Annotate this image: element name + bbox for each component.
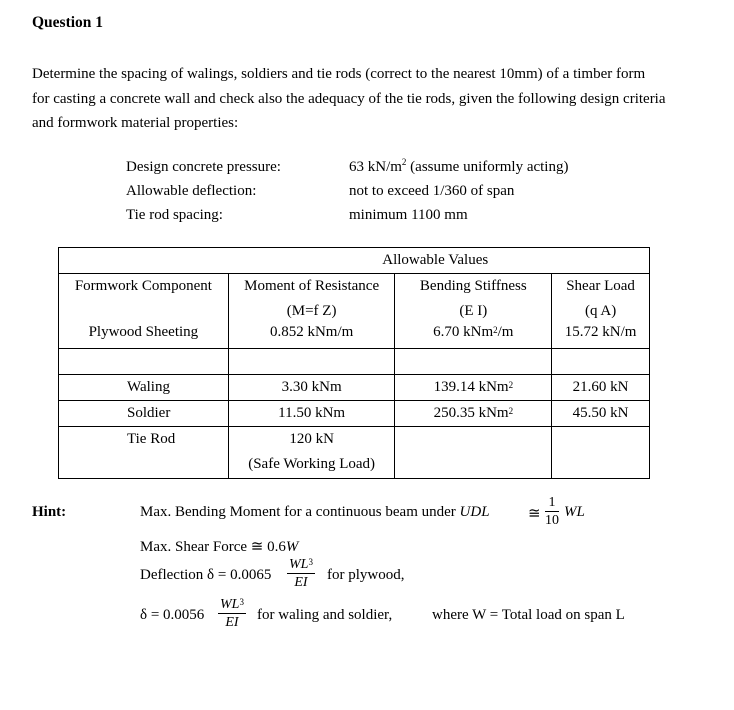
group-header: Allowable Values xyxy=(228,248,649,274)
table-row-tierod xyxy=(59,427,650,479)
criteria-value-tie-spacing: minimum 1100 mm xyxy=(349,207,468,223)
hint-deflection-waling: δ = 0.0056 xyxy=(140,607,205,623)
row-waling-name: Waling xyxy=(59,375,229,401)
row-tierod-name: Tie Rod xyxy=(59,427,229,479)
properties-table xyxy=(58,247,650,479)
row-waling-moment: 3.30 kNm xyxy=(228,375,395,401)
intro-line-3: and formwork material properties: xyxy=(32,115,239,131)
intro-line-2: for casting a concrete wall and check also the adequacy of the tie rods, given the following design criteria xyxy=(32,90,666,107)
hint-defl-for-plywood: for plywood, xyxy=(327,567,405,583)
hint-deflection-plywood: Deflection δ = 0.0065 xyxy=(140,567,272,583)
hint-bm-wl: WL xyxy=(564,504,585,520)
row-waling-shear: 21.60 kN xyxy=(552,375,650,401)
row-plywood-moment: 0.852 kNm/m xyxy=(269,324,354,340)
table-row-plywood xyxy=(59,349,650,375)
question-title: Question 1 xyxy=(32,14,104,31)
row-plywood-name: Plywood Sheeting xyxy=(88,324,199,340)
table-row-soldier xyxy=(59,401,650,427)
hint-bm-fraction: $\frac{1}{10}$ xyxy=(545,495,559,528)
criteria-label-tie-spacing: Tie rod spacing: xyxy=(126,207,223,223)
header-component: Formwork Component xyxy=(59,274,229,349)
intro-paragraph xyxy=(32,62,712,136)
row-soldier-stiffness: 250.35 kNm$^2$ xyxy=(395,401,552,427)
criteria-value-pressure: 63 $kN/m^2$ (assume uniformly acting) xyxy=(349,157,569,175)
hint-bending-moment: Max. Bending Moment for a continuous beam under UDL xyxy=(140,504,490,520)
hint-shear-force: Max. Shear Force ≅ 0.6W xyxy=(140,539,299,555)
hint-approx-symbol: ≅ xyxy=(528,506,541,522)
row-plywood-stiffness: 6.70 kNm$^2$/m xyxy=(433,324,514,340)
intro-line-1: Determine the spacing of walings, soldiers and tie rods (correct to the nearest 10mm) of a timber form xyxy=(32,66,646,82)
table-row-waling xyxy=(59,375,650,401)
criteria-label-pressure: Design concrete pressure: xyxy=(126,159,281,175)
header-moment: Moment of Resistance (M=f Z) xyxy=(228,274,395,349)
row-soldier-name: Soldier xyxy=(59,401,229,427)
criteria-label-deflection: Allowable deflection: xyxy=(126,183,257,199)
hint-defl-fraction: $\frac{WL^3}{EI}$ xyxy=(289,557,313,590)
row-tierod-moment: 120 kN (Safe Working Load) xyxy=(228,427,395,479)
hint-label: Hint: xyxy=(32,504,67,520)
criteria-value-deflection: not to exceed 1/360 of span xyxy=(349,183,515,199)
hint-d2-fraction: $\frac{WL^3}{EI}$ xyxy=(220,597,244,630)
row-soldier-shear: 45.50 kN xyxy=(552,401,650,427)
hint-where-note: where W = Total load on span L xyxy=(432,607,625,623)
header-stiffness: Bending Stiffness (E I) xyxy=(395,274,552,349)
hint-d2-for-waling: for waling and soldier, xyxy=(257,607,393,623)
row-soldier-moment: 11.50 kNm xyxy=(228,401,395,427)
header-shear: Shear Load (q A) xyxy=(552,274,650,349)
row-waling-stiffness: 139.14 kNm$^2$ xyxy=(395,375,552,401)
row-plywood-shear: 15.72 kN/m xyxy=(564,324,637,340)
